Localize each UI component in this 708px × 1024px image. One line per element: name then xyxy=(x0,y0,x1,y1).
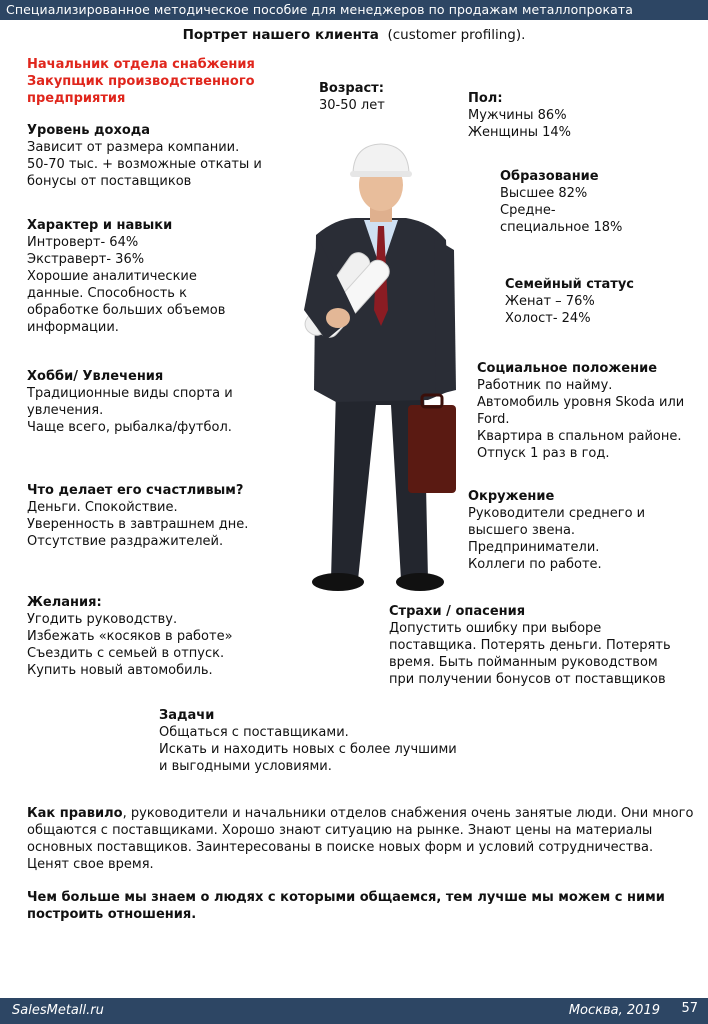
businessman-photo xyxy=(296,140,466,596)
tasks-line: и выгодными условиями. xyxy=(159,759,332,774)
income-line: Зависит от размера компании. xyxy=(27,140,240,155)
wishes-line: Съездить с семьей в отпуск. xyxy=(27,646,225,661)
income-block xyxy=(27,122,262,190)
hobby-line: увлечения. xyxy=(27,403,104,418)
environment-line: высшего звена. xyxy=(468,523,576,538)
wishes-line: Угодить руководству. xyxy=(27,612,178,627)
environment-heading: Окружение xyxy=(468,489,555,504)
education-block xyxy=(500,168,622,236)
character-line: обработке больших объемов xyxy=(27,303,226,318)
fears-line: время. Быть пойманным руководством xyxy=(389,655,658,670)
wishes-line: Купить новый автомобиль. xyxy=(27,663,213,678)
education-line: специальное 18% xyxy=(500,220,623,235)
happy-line: Деньги. Спокойствие. xyxy=(27,500,178,515)
summary-bold: Как правило xyxy=(27,806,123,821)
page-number: 57 xyxy=(681,1001,698,1016)
age-line: 30-50 лет xyxy=(319,98,385,113)
social-line: Автомобиль уровня Skoda или xyxy=(477,395,685,410)
page-title-rest: (customer profiling). xyxy=(387,27,526,43)
tasks-line: Общаться с поставщиками. xyxy=(159,725,349,740)
gender-block xyxy=(468,90,571,141)
header-banner xyxy=(0,0,708,20)
hobby-line: Чаще всего, рыбалка/футбол. xyxy=(27,420,232,435)
social-line: Ford. xyxy=(477,412,510,427)
environment-line: Предприниматели. xyxy=(468,540,600,555)
page-title xyxy=(0,27,708,43)
happy-block xyxy=(27,482,248,550)
role-line-3: предприятия xyxy=(27,91,126,106)
social-line: Квартира в спальном районе. xyxy=(477,429,682,444)
footer-site-link[interactable]: SalesMetall.ru xyxy=(12,1003,104,1018)
education-heading: Образование xyxy=(500,169,599,184)
environment-line: Руководители среднего и xyxy=(468,506,646,521)
tasks-heading: Задачи xyxy=(159,708,215,723)
wishes-heading: Желания: xyxy=(27,595,102,610)
gender-line: Мужчины 86% xyxy=(468,108,567,123)
character-line: Хорошие аналитические xyxy=(27,269,197,284)
summary-paragraph xyxy=(27,805,697,873)
wishes-line: Избежать «косяков в работе» xyxy=(27,629,233,644)
fears-line: поставщика. Потерять деньги. Потерять xyxy=(389,638,671,653)
character-line: данные. Способность к xyxy=(27,286,187,301)
age-block xyxy=(319,80,385,114)
fears-line: при получении бонусов от поставщиков xyxy=(389,672,666,687)
environment-line: Коллеги по работе. xyxy=(468,557,602,572)
income-line: бонусы от поставщиков xyxy=(27,174,192,189)
role-line-2: Закупщик производственного xyxy=(27,74,255,89)
fears-line: Допустить ошибку при выборе xyxy=(389,621,602,636)
header-banner-text: Специализированное методическое пособие для менеджеров по продажам металлопроката xyxy=(6,2,633,17)
social-block xyxy=(477,360,684,462)
page-title-bold: Портрет нашего клиента xyxy=(182,27,379,43)
family-heading: Семейный статус xyxy=(505,277,635,292)
family-block xyxy=(505,276,634,327)
social-line: Отпуск 1 раз в год. xyxy=(477,446,610,461)
wishes-block xyxy=(27,594,233,679)
tasks-block xyxy=(159,707,457,775)
income-heading: Уровень дохода xyxy=(27,123,151,138)
tasks-line: Искать и находить новых с более лучшими xyxy=(159,742,457,757)
education-line: Средне- xyxy=(500,203,556,218)
happy-heading: Что делает его счастливым? xyxy=(27,483,244,498)
happy-line: Уверенность в завтрашнем дне. xyxy=(27,517,249,532)
conclusion-paragraph: Чем больше мы знаем о людях с которыми общаемся, тем лучше мы можем с ними построить отношения. xyxy=(27,890,665,922)
gender-line: Женщины 14% xyxy=(468,125,571,140)
character-block xyxy=(27,217,225,336)
fears-heading: Страхи / опасения xyxy=(389,604,526,619)
footer-bar xyxy=(0,998,708,1024)
hobby-line: Традиционные виды спорта и xyxy=(27,386,233,401)
education-line: Высшее 82% xyxy=(500,186,588,201)
hobby-heading: Хобби/ Увлечения xyxy=(27,369,164,384)
happy-line: Отсутствие раздражителей. xyxy=(27,534,224,549)
role-block xyxy=(27,56,255,107)
gender-heading: Пол: xyxy=(468,91,503,106)
summary-text: , руководители и начальники отделов снабжения очень занятые люди. Они много общаются с поставщиками. Хорошо знают ситуацию на рынке. Знают цены на материалы основных поставщиков. Заинтересованы в поиске новых форм и условий сотрудничества. Ценят свое время. xyxy=(27,806,694,872)
family-line: Холост- 24% xyxy=(505,311,591,326)
fears-block xyxy=(389,603,671,688)
environment-block xyxy=(468,488,645,573)
age-heading: Возраст: xyxy=(319,81,384,96)
character-line: информации. xyxy=(27,320,119,335)
social-heading: Социальное положение xyxy=(477,361,658,376)
family-line: Женат – 76% xyxy=(505,294,595,309)
footer-city: Москва, 2019 xyxy=(568,1003,660,1018)
social-line: Работник по найму. xyxy=(477,378,613,393)
character-line: Интроверт- 64% xyxy=(27,235,139,250)
income-line: 50-70 тыс. + возможные откаты и xyxy=(27,157,262,172)
character-heading: Характер и навыки xyxy=(27,218,173,233)
character-line: Экстраверт- 36% xyxy=(27,252,145,267)
hobby-block xyxy=(27,368,233,436)
role-line-1: Начальник отдела снабжения xyxy=(27,57,255,72)
